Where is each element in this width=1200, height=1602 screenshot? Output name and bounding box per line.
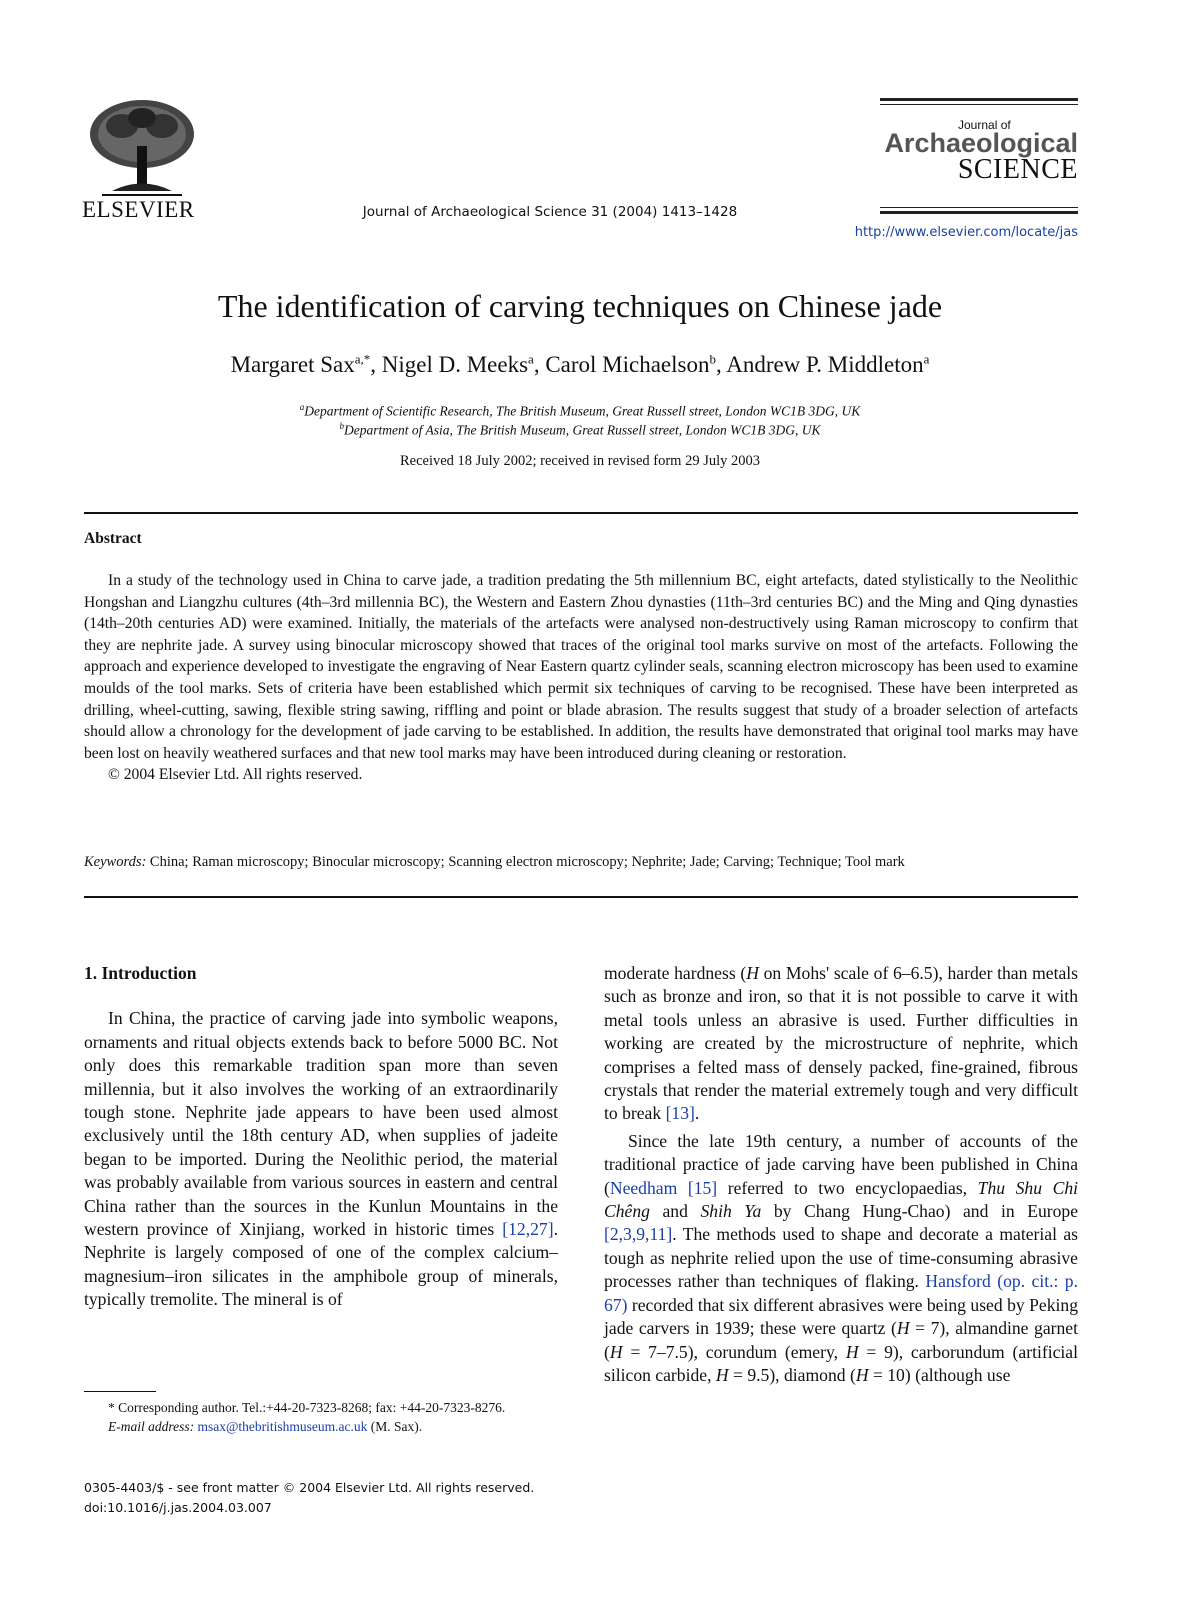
keywords	[84, 854, 1078, 871]
journal-logo-line3: SCIENCE	[957, 154, 1078, 185]
journal-logo-rule	[880, 104, 1078, 105]
email-link[interactable]: msax@thebritishmuseum.ac.uk	[197, 1419, 368, 1435]
affiliation-superscript: b	[339, 421, 344, 431]
affiliation-a	[0, 402, 1160, 420]
paragraph-text: . The methods used to shape and decorate a material as tough as nephrite relied upon the use of time-consuming abrasive processes rather than techniques of flaking.	[604, 1224, 1078, 1292]
paragraph-text: = 7–7.5), corundum (emery,	[622, 1341, 846, 1362]
paragraph-text: = 7), almandine garnet (	[604, 1318, 1078, 1362]
hardness-symbol: H	[715, 1364, 729, 1385]
journal-url-link[interactable]: http://www.elsevier.com/locate/jas	[854, 225, 1078, 240]
paragraph-text: = 10) (although use	[868, 1364, 1011, 1385]
author-name: Carol Michaelson	[545, 352, 710, 377]
citation-link[interactable]: Hansford (op. cit.: p. 67)	[604, 1271, 1078, 1315]
section-divider	[84, 896, 1078, 898]
abstract-copyright: © 2004 Elsevier Ltd. All rights reserved.	[108, 766, 363, 784]
email-label: E-mail address:	[108, 1419, 195, 1435]
corresponding-author-note: * Corresponding author. Tel.:+44-20-7323-8268; fax: +44-20-7323-8276.	[108, 1400, 506, 1415]
paragraph-text: on Mohs' scale of 6–6.5), harder than metals such as bronze and iron, so that it is not possible to carve it with metal tools unless an abrasive is used. Further difficulties in working are created by the microstructure of nephrite, which comprises a felted mass of densely packed, fine-grained, fibrous crystals that render the material extremely tough and very difficult to break	[604, 963, 1079, 1124]
abstract-paragraph: In a study of the technology used in China to carve jade, a tradition predating the 5th millennium BC, eight artefacts, dated stylistically to the Neolithic Hongshan and Liangzhu cultures (4th–3rd millennia BC), the Western and Eastern Zhou dynasties (11th–3rd centuries BC) and the Ming and Qing dynasties (14th–20th centuries AD) were examined. Initially, the materials of the artefacts were analysed non-destructively using Raman microscopy to confirm that they are nephrite jade. A survey using binocular microscopy showed that traces of the original tool marks survive on most of the artefacts. Following the approach and experience developed to investigate the engraving of Near Eastern quartz cylinder seals, scanning electron microscopy has been used to examine moulds of the tool marks. Sets of criteria have been established which permit six techniques of carving to be recognised. These have been interpreted as drilling, wheel-cutting, sawing, flexible string sawing, riffling and point or blade abrasion. The results suggest that study of a broader selection of artefacts should allow a chronology for the development of jade carving to be established. In addition, the results have demonstrated that original tool marks may have been lost on heavily weathered surfaces and that new tool marks may have been introduced during cleaning or restoration.	[84, 572, 1078, 762]
paragraph-text: . Nephrite is largely composed of one of the complex calcium–magnesium–iron silicates in the amphibole group of minerals, typically tremolite. The mineral is of	[84, 1219, 558, 1310]
author-name: Margaret Sax	[230, 352, 355, 377]
paragraph-text: referred to two encyclopaedias,	[717, 1177, 978, 1198]
keywords-list: China; Raman microscopy; Binocular microscopy; Scanning electron microscopy; Nephrite; Jade; Carving; Technique; Tool mark	[149, 854, 905, 870]
footnote	[84, 1398, 558, 1436]
journal-logo-line2: Archaeological	[884, 128, 1078, 158]
email-line	[84, 1417, 558, 1436]
article-title: The identification of carving techniques on Chinese jade	[217, 288, 943, 324]
publisher-logo-text: ELSEVIER	[82, 197, 195, 222]
journal-logo-line1: Journal of	[958, 118, 1011, 132]
doi-line: doi:10.1016/j.jas.2004.03.007	[84, 1500, 272, 1515]
front-matter	[84, 1478, 604, 1518]
body-paragraph	[604, 1130, 1078, 1387]
author-name: Andrew P. Middleton	[726, 352, 924, 377]
paragraph-text: = 9.5), diamond (	[728, 1364, 856, 1385]
affiliation-superscript: a	[299, 402, 305, 412]
paragraph-text: Since the late 19th century, a number of accounts of the traditional practice of jade carving have been published in China (	[604, 1130, 1078, 1198]
paragraph-text: moderate hardness (	[604, 963, 747, 983]
body-paragraph	[84, 1007, 558, 1311]
author-superscript: a,*	[354, 351, 371, 367]
author-superscript: b	[709, 351, 716, 367]
paragraph-text: recorded that six different abrasives were being used by Peking jade carvers in 1939; these were quartz (	[604, 1294, 1078, 1339]
footnote-rule	[84, 1391, 156, 1392]
author-list: Margaret Sax$^{a,*}$, Nigel D. Meeks$^a$, Carol Michaelson$^b$, Andrew P. Middleton$^a$	[230, 351, 930, 377]
paragraph-text: In China, the practice of carving jade into symbolic weapons, ornaments and ritual objects extends back to before 5000 BC. Not only does this remarkable tradition span more than seven millennia, but it also involves the working of an extraordinarily tough stone. Nephrite jade appears to have been used almost exclusively until the 18th century AD, when supplies of jadeite began to be imported. During the Neolithic period, the material was probably available from various sources in eastern and central China rather than the sources in the Kunlun Mountains in the western province of Xinjiang, worked in historic times	[84, 1008, 558, 1240]
journal-logo-rule	[880, 207, 1078, 208]
body-paragraph	[604, 962, 1078, 1126]
paragraph-text: .	[694, 1103, 700, 1124]
author-superscript: a	[923, 351, 930, 367]
abstract-body	[84, 570, 1078, 786]
affiliation-b	[0, 421, 1160, 439]
journal-logo-rule	[880, 211, 1078, 214]
author-name: Nigel D. Meeks	[381, 352, 529, 377]
received-dates: Received 18 July 2002; received in revised form 29 July 2003	[399, 453, 760, 469]
keywords-label: Keywords:	[84, 854, 147, 870]
issn-line: 0305-4403/$ - see front matter © 2004 Elsevier Ltd. All rights reserved.	[84, 1480, 535, 1495]
journal-reference: Journal of Archaeological Science 31 (2004) 1413–1428	[362, 204, 738, 220]
citation-link[interactable]: [13]	[665, 1103, 695, 1124]
hardness-symbol: H	[845, 1341, 859, 1362]
journal-logo-rule	[880, 98, 1078, 101]
paragraph-text: and	[649, 1201, 701, 1222]
hardness-symbol: H	[746, 963, 759, 983]
citation-link[interactable]: Needham [15]	[609, 1177, 718, 1198]
section-divider	[84, 512, 1078, 514]
right-column	[604, 962, 1078, 1387]
author-superscript: a	[528, 351, 534, 367]
abstract-heading: Abstract	[84, 530, 142, 547]
italic-title: Thu Shu Chi Chêng	[604, 1177, 1078, 1222]
affiliation-text: Department of Scientific Research, The British Museum, Great Russell street, London WC1B 3DG, UK	[304, 403, 861, 419]
email-suffix: (M. Sax).	[367, 1419, 423, 1435]
hardness-symbol: H	[609, 1341, 623, 1362]
citation-link[interactable]: [12,27]	[502, 1219, 554, 1240]
italic-title: Shih Ya	[700, 1201, 762, 1222]
citation-link[interactable]: [2,3,9,11]	[604, 1224, 673, 1245]
paragraph-text: by Chang Hung-Chao) and in Europe	[761, 1201, 1079, 1222]
affiliation-text: Department of Asia, The British Museum, Great Russell street, London WC1B 3DG, UK	[344, 422, 821, 438]
hardness-symbol: H	[855, 1364, 869, 1385]
left-column	[84, 962, 558, 1312]
section-heading: 1. Introduction	[84, 963, 197, 983]
hardness-symbol: H	[896, 1318, 910, 1339]
paragraph-text: = 9), carborundum (artificial silicon carbide,	[604, 1341, 1078, 1385]
